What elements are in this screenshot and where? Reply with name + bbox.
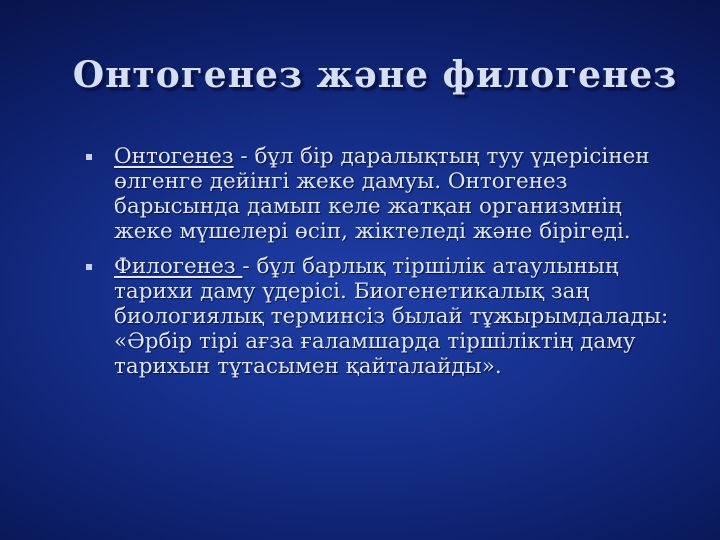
definition-phylogenesis: - бұл барлық тіршілік атаулының тарихи даму үдерісі. Биогенетикалық заң биологиялық терминсіз былай тұжырымдалады: «Әрбір тірі ағза ғаламшарда тіршіліктің даму тарихын тұтасымен қайталайды». [114,254,669,379]
square-bullet-icon [86,264,92,270]
bullet-list [84,144,684,389]
term-phylogenesis: Филогенез [114,254,243,279]
square-bullet-icon [86,154,92,160]
definition-ontogenesis: - бұл бір даралықтың туу үдерісінен өлгенге дейінгі жеке дамуы. Онтогенез барысында дамып келе жатқан организмнің жеке мүшелері өсіп, жіктеледі және бірігеді. [114,144,650,244]
bullet-item-ontogenesis [84,144,684,244]
slide-title: Онтогенез және филогенез [72,54,678,96]
bullet-item-phylogenesis [84,254,684,379]
term-ontogenesis: Онтогенез [114,144,234,169]
